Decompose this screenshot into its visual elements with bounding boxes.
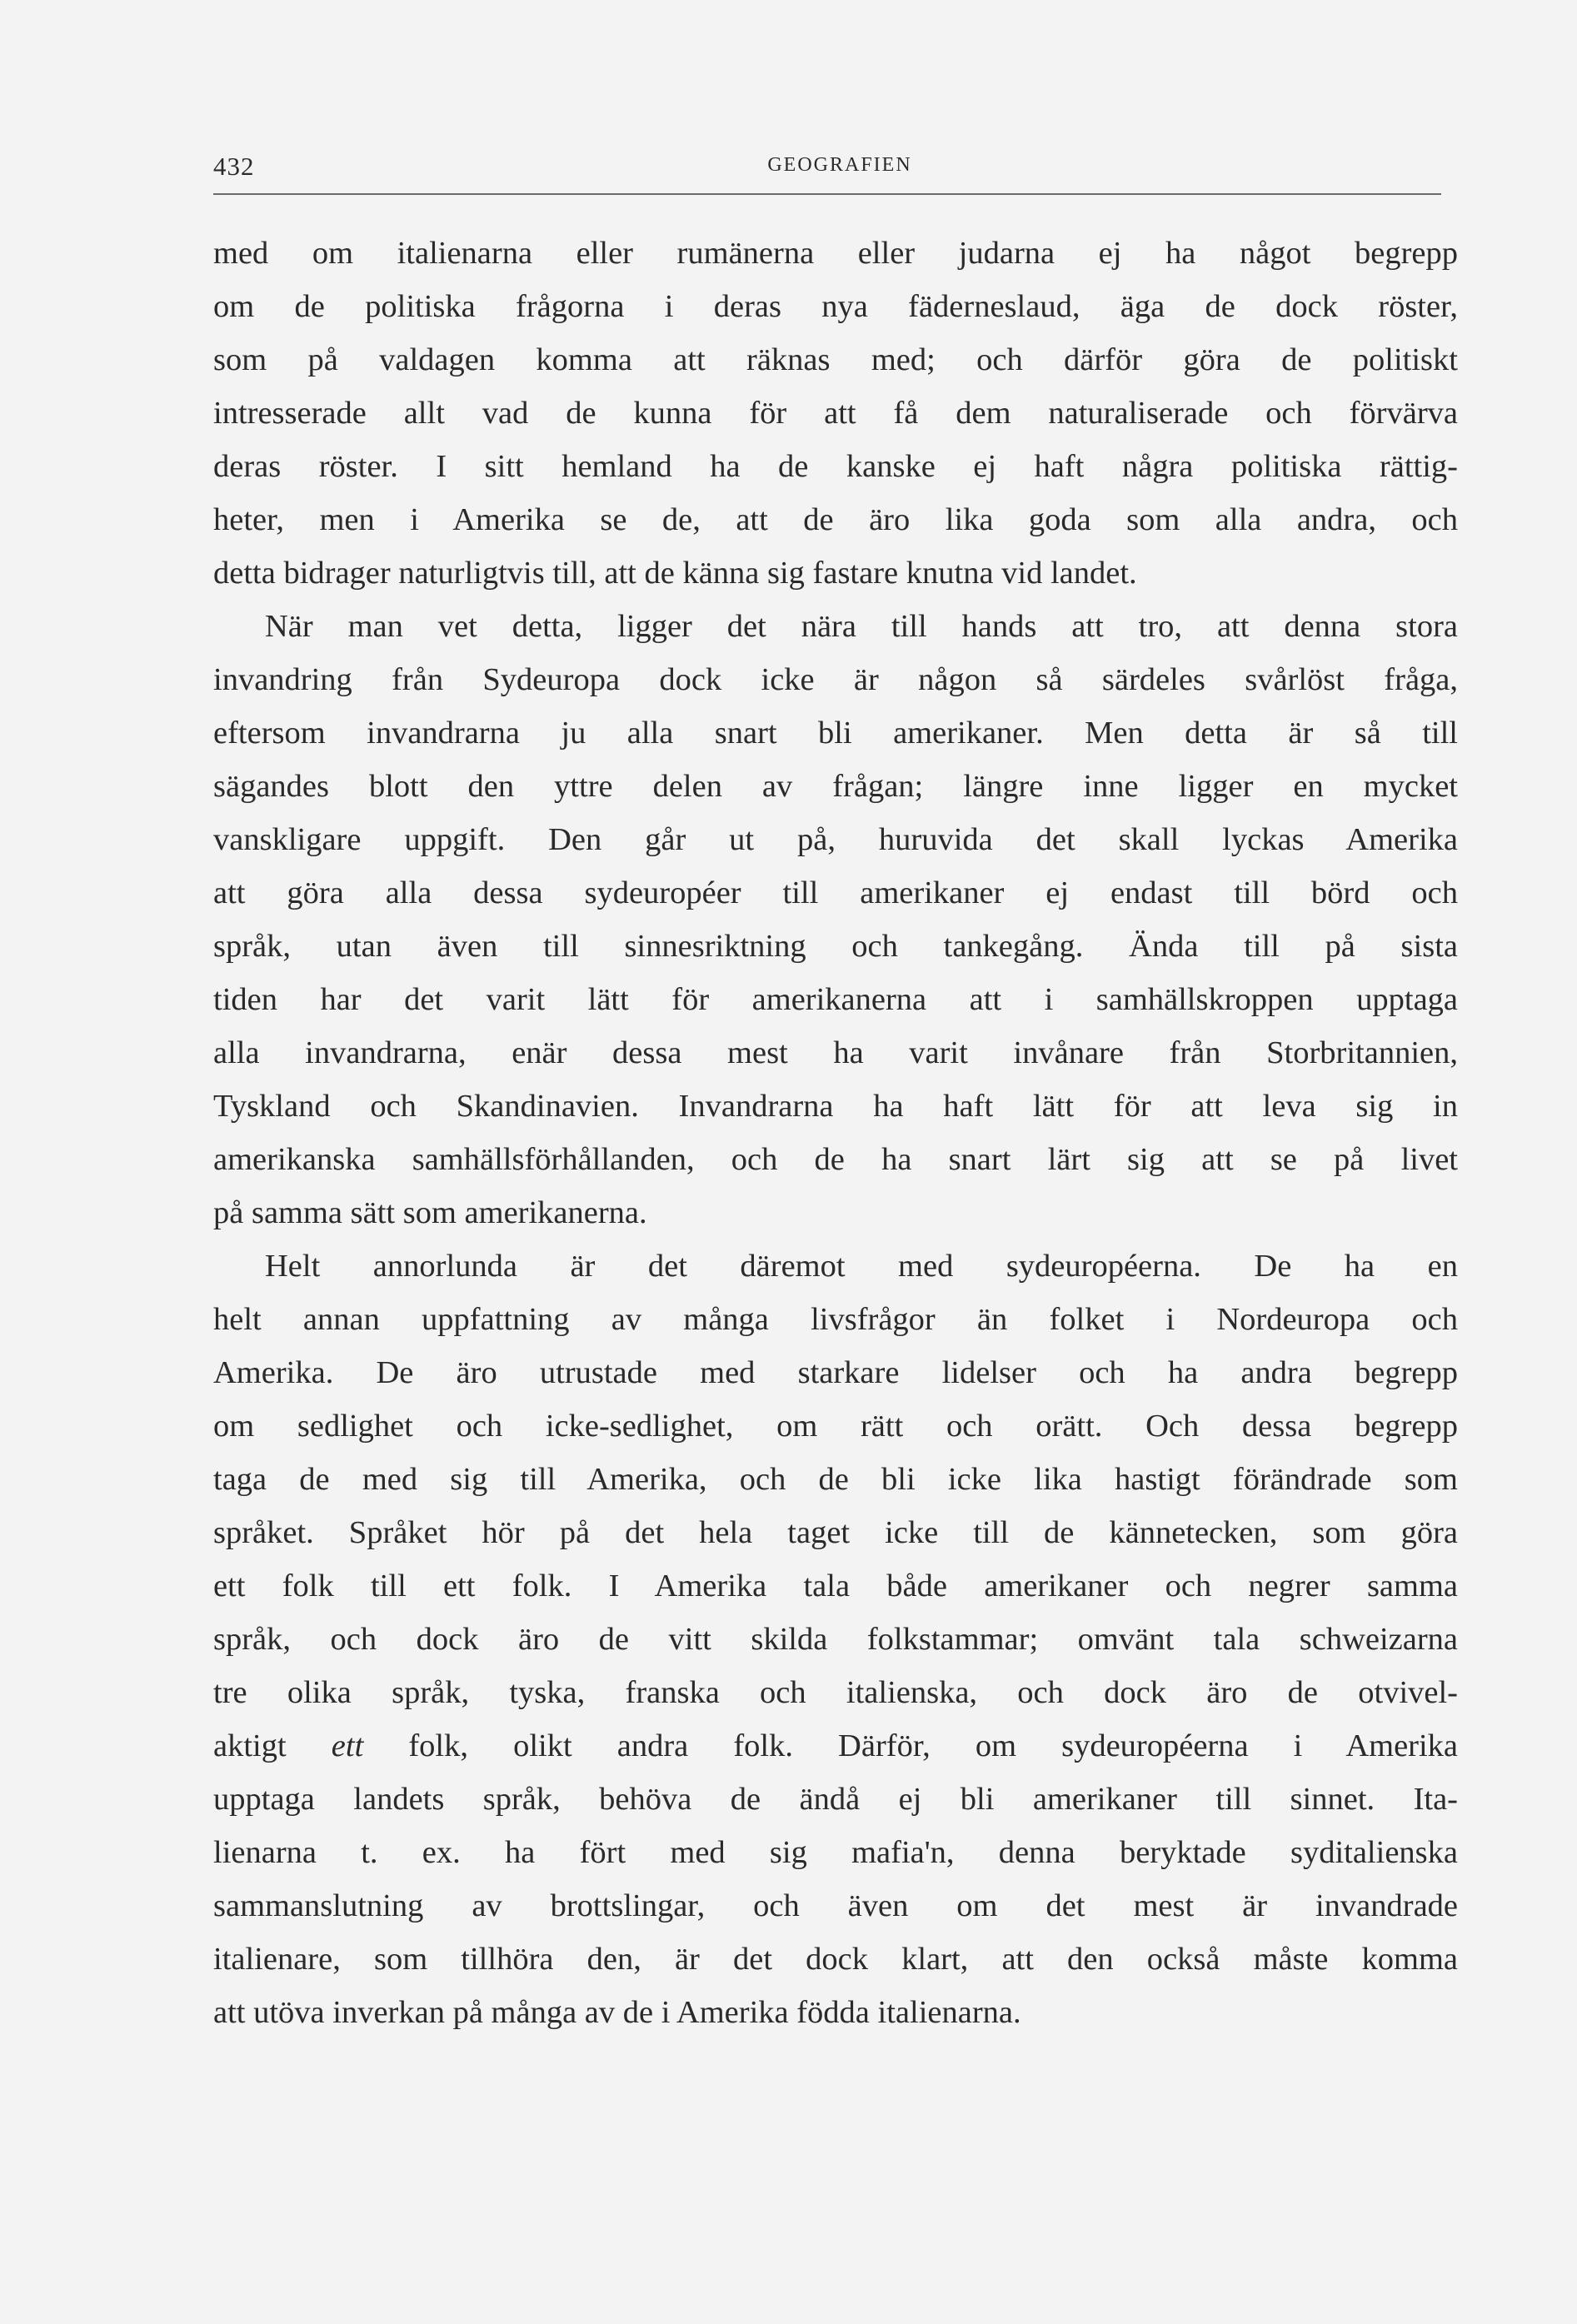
text-line: detta bidrager naturligtvis till, att de känna sig fastare knutna vid landet. — [213, 556, 1137, 591]
text-line: lienarna t. ex. ha fört med sig mafia'n, denna beryktade syditalienska — [213, 1835, 1458, 1870]
text-line: tre olika språk, tyska, franska och italienska, och dock äro de otvivel- — [213, 1675, 1458, 1710]
text-line: språk, och dock äro de vitt skilda folkstammar; omvänt tala schweizarna — [213, 1622, 1458, 1657]
text-line: ett folk till ett folk. I Amerika tala både amerikaner och negrer samma — [213, 1568, 1458, 1603]
text-segment: folk, olikt andra folk. Därför, om sydeuropéerna i Amerika — [408, 1728, 1459, 1763]
text-line: upptaga landets språk, behöva de ändå ej bli amerikaner till sinnet. Ita- — [213, 1782, 1458, 1817]
body-text — [213, 227, 1458, 2039]
text-line: på samma sätt som amerikanerna. — [213, 1195, 647, 1230]
text-line: intresserade allt vad de kunna för att få dem naturaliserade och förvärva — [213, 396, 1458, 431]
text-line: taga de med sig till Amerika, och de bli icke lika hastigt förändrade som — [213, 1462, 1458, 1497]
italic-word: ett — [331, 1728, 364, 1763]
text-line: deras röster. I sitt hemland ha de kanske ej haft några politiska rättig- — [213, 449, 1458, 484]
page-header — [213, 147, 1441, 195]
text-line: att utöva inverkan på många av de i Amerika födda italienarna. — [213, 1995, 1021, 2030]
text-line: amerikanska samhällsförhållanden, och de ha snart lärt sig att se på livet — [213, 1142, 1458, 1177]
text-line: Helt annorlunda är det däremot med sydeuropéerna. De ha en — [265, 1249, 1458, 1284]
text-line: att göra alla dessa sydeuropéer till amerikaner ej endast till börd och — [213, 875, 1458, 910]
text-line-with-italic — [213, 1719, 1458, 1773]
text-line: sammanslutning av brottslingar, och även om det mest är invandrade — [213, 1888, 1458, 1923]
text-line: språk, utan även till sinnesriktning och tankegång. Ända till på sista — [213, 929, 1458, 964]
text-line: vanskligare uppgift. Den går ut på, huruvida det skall lyckas Amerika — [213, 822, 1458, 857]
text-line: heter, men i Amerika se de, att de äro lika goda som alla andra, och — [213, 502, 1458, 537]
text-line: alla invandrarna, enär dessa mest ha varit invånare från Storbritannien, — [213, 1035, 1458, 1070]
text-line: med om italienarna eller rumänerna eller judarna ej ha något begrepp — [213, 236, 1458, 271]
text-line: invandring från Sydeuropa dock icke är någon så särdeles svårlöst fråga, — [213, 662, 1458, 697]
text-line: om de politiska frågorna i deras nya fäderneslaud, äga de dock röster, — [213, 289, 1458, 324]
text-line: som på valdagen komma att räknas med; och därför göra de politiskt — [213, 342, 1458, 377]
text-line: eftersom invandrarna ju alla snart bli amerikaner. Men detta är så till — [213, 716, 1458, 751]
text-line: sägandes blott den yttre delen av frågan; längre inne ligger en mycket — [213, 769, 1458, 804]
text-line: helt annan uppfattning av många livsfrågor än folket i Nordeuropa och — [213, 1302, 1458, 1337]
text-line: När man vet detta, ligger det nära till hands att tro, att denna stora — [265, 609, 1458, 644]
text-line: tiden har det varit lätt för amerikanerna att i samhällskroppen upptaga — [213, 982, 1458, 1017]
text-line: italienare, som tillhöra den, är det dock klart, att den också måste komma — [213, 1942, 1458, 1977]
text-line: språket. Språket hör på det hela taget icke till de kännetecken, som göra — [213, 1515, 1458, 1550]
page-number: 432 — [213, 152, 255, 181]
text-segment: aktigt — [213, 1728, 287, 1763]
text-line: Amerika. De äro utrustade med starkare lidelser och ha andra begrepp — [213, 1355, 1458, 1390]
running-head: GEOGRAFIEN — [767, 154, 912, 176]
text-line: om sedlighet och icke-sedlighet, om rätt och orätt. Och dessa begrepp — [213, 1409, 1458, 1444]
text-line: Tyskland och Skandinavien. Invandrarna ha haft lätt för att leva sig in — [213, 1089, 1458, 1124]
